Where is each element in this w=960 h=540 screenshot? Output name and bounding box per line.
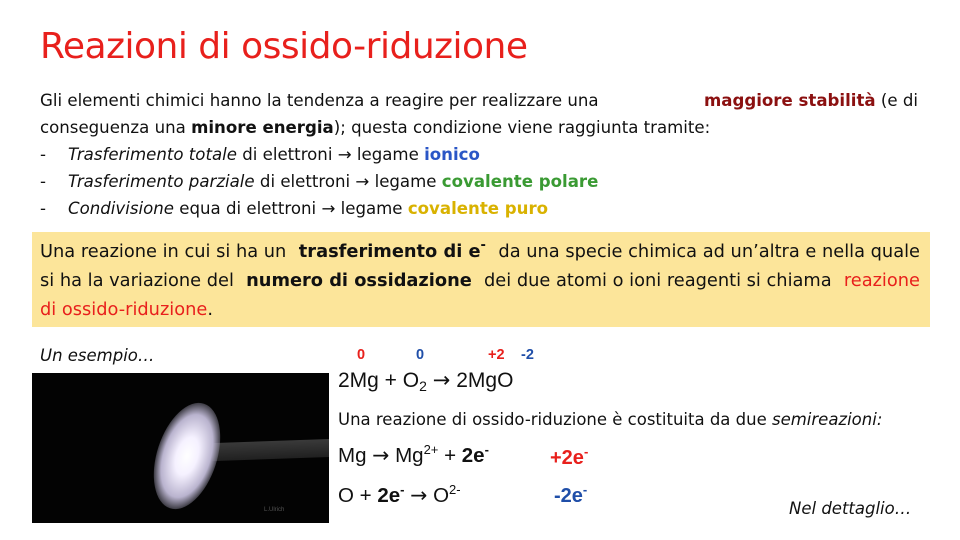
plus-sign: + — [444, 444, 457, 467]
minore-energia: minore energia — [191, 118, 334, 137]
intro-text-part: ); questa condizione viene raggiunta tramite: — [333, 118, 711, 137]
definition-box — [32, 232, 930, 327]
balance-value: +2e — [550, 447, 584, 469]
trasferimento-bold: trasferimento di e — [298, 241, 481, 262]
oxidation-number-mg: 0 — [357, 347, 366, 363]
definition-line-3 — [40, 299, 213, 320]
intro-text-part: Gli elementi chimici hanno la tendenza a reagire per realizzare una — [40, 91, 599, 110]
equation-product: 2MgO — [456, 369, 514, 392]
ion-charge: 2- — [449, 482, 461, 497]
half-product: O — [433, 484, 450, 507]
intro-text — [40, 87, 918, 222]
bullet-text: legame — [374, 172, 437, 191]
oxidation-number-mg-product: +2 — [488, 347, 505, 363]
electrons: 2e — [461, 444, 485, 467]
arrow-icon: → — [410, 483, 428, 507]
maggiore-stabilita: maggiore stabilità — [703, 91, 876, 110]
definition-period: . — [207, 299, 213, 320]
oxidation-number-o-product: -2 — [521, 347, 534, 363]
electron-balance-lost — [550, 444, 589, 470]
definition-text — [40, 237, 920, 324]
definition-part: Una reazione in cui si ha un — [40, 241, 287, 262]
half-reaction-intro-text: Una reazione di ossido-riduzione è costituita da due — [338, 410, 767, 429]
oxidation-number-o2: 0 — [416, 347, 425, 363]
oxidation-half-reaction — [338, 443, 489, 468]
bullet-text: di elettroni — [242, 145, 333, 164]
definition-part: dei due atomi o ioni reagenti si chiama — [484, 270, 832, 291]
definition-part: si ha la variazione del — [40, 270, 234, 291]
bullet-term: Condivisione — [68, 199, 174, 218]
balance-charge: - — [582, 482, 588, 497]
balance-value: -2e — [554, 485, 583, 507]
intro-line-2 — [40, 114, 918, 141]
image-watermark: L.Ulrich — [264, 507, 285, 513]
bullet-ionic — [40, 141, 918, 168]
definition-line-2 — [40, 266, 920, 295]
half-reaction-intro — [338, 410, 882, 429]
bullet-dash: - — [40, 172, 46, 191]
bullet-text: legame — [340, 199, 403, 218]
arrow-icon: → — [355, 172, 370, 191]
bullet-dash: - — [40, 145, 46, 164]
arrow-icon: → — [432, 368, 451, 392]
half-reactant: Mg — [338, 444, 367, 467]
definition-line-1 — [40, 237, 920, 266]
bullet-text: di elettroni — [259, 172, 351, 191]
electron-balance-gained — [554, 482, 588, 508]
arrow-icon: → — [337, 145, 352, 164]
electron-charge: - — [480, 238, 486, 253]
detail-label: Nel dettaglio… — [789, 499, 912, 518]
bullet-polar — [40, 168, 918, 195]
arrow-icon: → — [321, 199, 336, 218]
magnesium-ribbon — [212, 439, 329, 461]
reaction-equation — [338, 368, 513, 393]
slide-title: Reazioni di ossido-riduzione — [40, 26, 528, 67]
bullet-text: legame — [356, 145, 419, 164]
balance-charge: - — [583, 444, 589, 459]
bullet-term: Trasferimento parziale — [68, 172, 255, 191]
intro-line-1 — [40, 87, 918, 114]
intro-text-part: conseguenza una — [40, 118, 186, 137]
arrow-icon: → — [372, 443, 390, 467]
ossido-riduzione-highlight: di ossido-riduzione — [40, 299, 208, 320]
equation-subscript: 2 — [419, 378, 427, 394]
reazione-highlight: reazione — [843, 270, 920, 291]
electron-charge: - — [400, 482, 405, 497]
numero-ossidazione-bold: numero di ossidazione — [246, 270, 472, 291]
bullet-pure — [40, 195, 918, 222]
electrons: 2e — [377, 484, 401, 507]
bullet-text: equa di elettroni — [179, 199, 317, 218]
magnesium-flame-image — [32, 373, 329, 523]
electron-charge: - — [484, 442, 489, 457]
definition-part: da una specie chimica ad un’altra e nella quale — [498, 241, 920, 262]
polar-covalent-label: covalente polare — [441, 172, 599, 191]
example-label: Un esempio… — [40, 346, 155, 365]
half-product: Mg — [395, 444, 424, 467]
bullet-term: Trasferimento totale — [68, 145, 237, 164]
reduction-half-reaction — [338, 483, 461, 508]
equation-reactants: 2Mg + O — [338, 369, 420, 392]
half-reactant: O + — [338, 484, 372, 507]
bullet-dash: - — [40, 199, 46, 218]
intro-text-part: (e di — [880, 91, 918, 110]
semireazioni-term: semireazioni: — [771, 410, 883, 429]
pure-covalent-label: covalente puro — [407, 199, 549, 218]
ion-charge: 2+ — [423, 442, 439, 457]
ionic-label: ionico — [424, 145, 480, 164]
